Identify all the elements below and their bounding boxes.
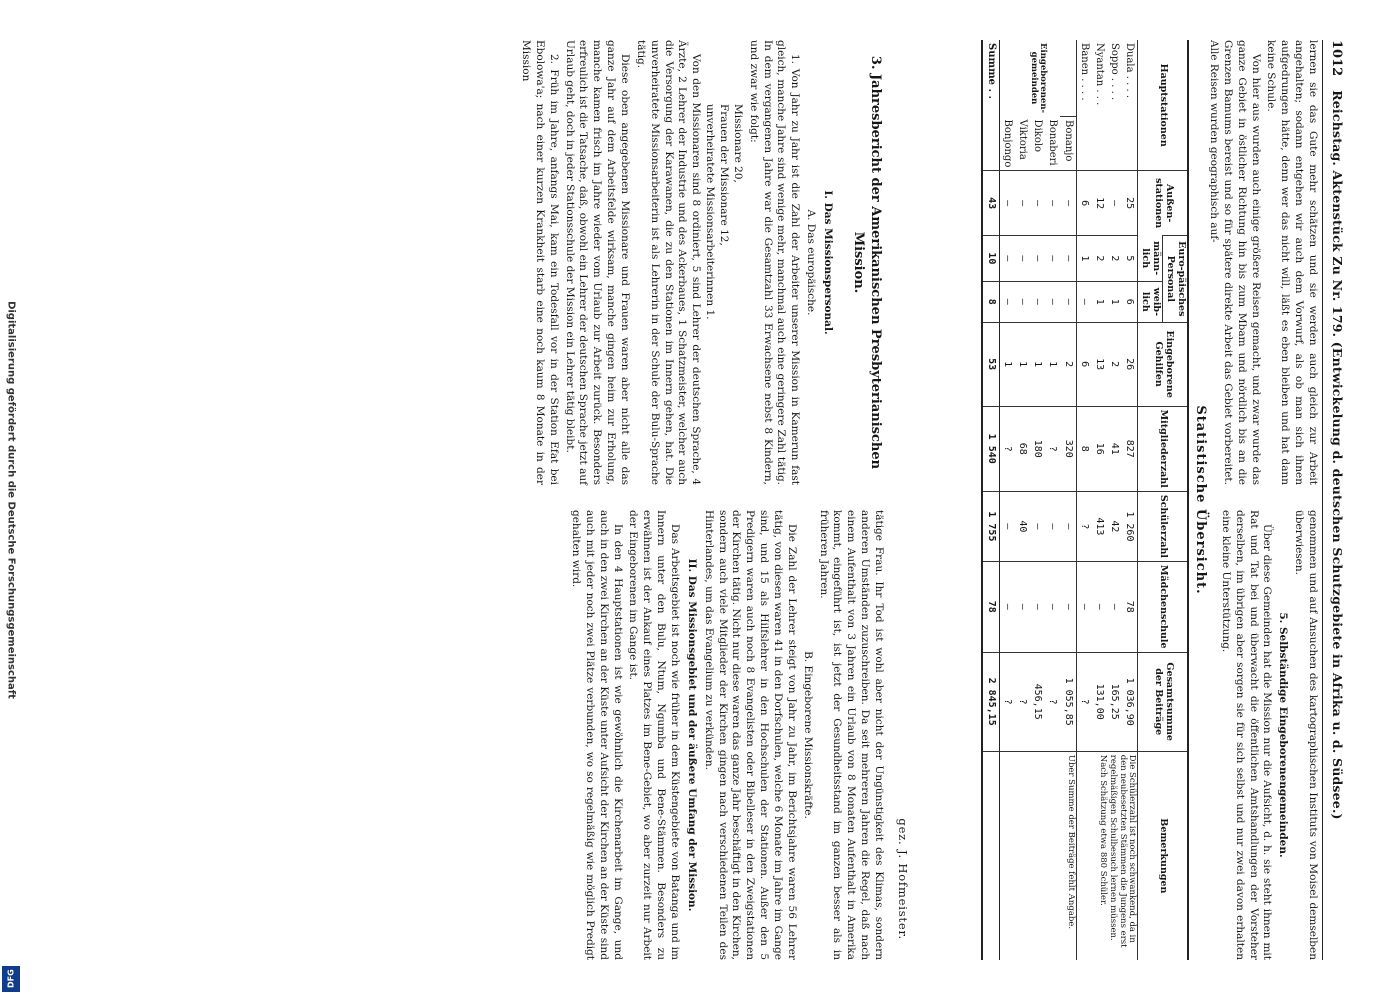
cell-beitr: ? xyxy=(1015,652,1030,751)
dfg-logo: DFG xyxy=(2,966,20,992)
cell-m: — xyxy=(1060,235,1076,281)
cell-maed: — xyxy=(1030,562,1045,653)
col-header-maennlich: männ-lich xyxy=(1138,235,1163,281)
cell-mitgl: 41 xyxy=(1107,406,1122,491)
cell-schuel: — xyxy=(1060,491,1076,561)
statistics-table xyxy=(981,40,1189,960)
cell-aussen: 43 xyxy=(982,171,999,236)
document-page xyxy=(65,20,1355,980)
cell-aussen: 6 xyxy=(1076,171,1092,236)
section-heading: 5. Selbständige Eingeborenengemeinden. xyxy=(1277,612,1290,858)
cell-beitr: ? xyxy=(1045,652,1060,751)
paragraph: In den 4 Hauptstationen ist wie gewöhnlich die Kirchenarbeit im Gange, und auch in den zwei Kirchen an der Küste unter Aufsicht der Kirchen an der Küste sind auch mit jeder noch zwei Plätze verbunden, wo so regelmäßig wie möglich Predigt gehalten wird. xyxy=(569,510,624,960)
paragraph: tätige Frau. Ihr Tod ist wohl aber nicht der Ungünstigkeit des Klimas, sondern anderen Umständen zuzuschreiben. Da seit mehreren Jahren die Regel, daß nach einem Aufenthalt von 3 Jahren ein Urlaub von 8 Monaten Aufenthalt in Amerika kommt, eingeführt ist, ist jetzt der Gesundheitsstand im ganzen besser als in früheren Jahren. xyxy=(817,510,885,960)
cell-note-empty xyxy=(982,751,999,960)
cell-m: 1 xyxy=(1076,235,1092,281)
cell-schuel: — xyxy=(999,491,1015,561)
cell-w: — xyxy=(1030,281,1045,322)
paragraph: Das Arbeitsgebiet ist noch wie früher in dem Küstengebiete von Batanga und im Innern unter den Bulu, Ntum, Ngumba und Bene-Stämmen. Besonders zu erwähnen ist der Ankauf eines Platzes im Bene-Gebiet, wo aber zurzeit nur Arbeit der Eingeborenen im Gange ist. xyxy=(627,510,681,960)
cell-name: Dikolo xyxy=(1032,119,1044,153)
cell-aussen: — xyxy=(1107,171,1122,236)
cell-maed: — xyxy=(1060,562,1076,653)
cell-name: Soppo . . . . xyxy=(1109,43,1121,101)
cell-schuel: 413 xyxy=(1092,491,1107,561)
page-number: 1012 xyxy=(1329,40,1344,77)
cell-mitgl: ? xyxy=(999,406,1015,491)
cell-mitgl: 68 xyxy=(1015,406,1030,491)
cell-mitgl: 320 xyxy=(1060,406,1076,491)
col-header-gehilfen: Eingeborene Gehilfen xyxy=(1138,322,1188,406)
cell-schuel: ? xyxy=(1076,491,1092,561)
col-header-mitglieder: Mitgliederzahl xyxy=(1138,406,1188,491)
cell-aussen: — xyxy=(1015,171,1030,236)
col-header-maedchen: Mädchenschule xyxy=(1138,562,1188,653)
cell-w: — xyxy=(1076,281,1092,322)
list-item: Missionare 20, xyxy=(731,104,744,183)
top-left-column xyxy=(1204,40,1319,485)
section-heading: 3. Jahresbericht der Amerikanischen Presbyterianischen Mission. xyxy=(851,55,883,470)
col-header-bemerkungen: Bemerkungen xyxy=(1138,751,1188,960)
cell-maed: — xyxy=(1076,562,1092,653)
cell-beitr: ? xyxy=(999,652,1015,751)
paragraph: genommen und auf Ansuchen des kartographischen Instituts von Moisel demselben überwiesen. xyxy=(1293,510,1319,960)
table-row xyxy=(1060,40,1076,960)
paragraph: Diese oben angegebenen Missionare und Frauen waren aber nicht alle das ganze Jahr auf dem Arbeitsfelde wirksam, manche gingen heim zur Erholung, manche kamen frisch im Jahre wieder vom Urlaub zur Arbeit zurück. Besonders erfreulich ist die Tatsache, daß, obwohl ein Lehrer der deutschen Sprache jetzt auf Urlaub geht, doch in jeder Stationsschule der Mission ein Lehrer tätig bleibt. xyxy=(563,40,631,485)
cell-geh: 1 xyxy=(1045,322,1060,406)
running-head xyxy=(1322,40,1345,960)
cell-schuel: 40 xyxy=(1015,491,1030,561)
cell-beitr: 165,25 xyxy=(1107,652,1122,751)
cell-mitgl: 180 xyxy=(1030,406,1045,491)
cell-m: — xyxy=(999,235,1015,281)
paragraph: Von den Missionaren sind 8 ordiniert, 5 sind Lehrer der deutschen Sprache, 4 Ärzte, 2 Lehrer der Industrie und des Ackerbaues, 1 Schatzmeister, welcher auch die Versorgung der Karawanen, die zu den Stationen im Innern gehen, hat. Die unverheiratete Missionsarbeiterin ist als Lehrerin in der Schule der Bulu-Sprache tätig. xyxy=(634,40,703,485)
cell-name: Banen . . . . xyxy=(1078,43,1090,101)
list-item: unverheiratete Missionsarbeiterinnen 1. xyxy=(704,104,717,320)
cell-w: — xyxy=(1060,281,1076,322)
cell-w: 1 xyxy=(1092,281,1107,322)
cell-geh: 2 xyxy=(1060,322,1076,406)
page-viewport xyxy=(40,0,1380,1000)
cell-w: 6 xyxy=(1122,281,1138,322)
side-strip xyxy=(0,0,22,1000)
col-header-schueler: Schülerzahl xyxy=(1138,491,1188,561)
col-header-hauptstationen: Hauptstationen xyxy=(1138,40,1188,171)
cell-geh: 13 xyxy=(1092,322,1107,406)
cell-name: Bonanjo xyxy=(1060,117,1076,171)
cell-m: 2 xyxy=(1092,235,1107,281)
cell-mitgl: 827 xyxy=(1122,406,1138,491)
cell-maed: — xyxy=(1015,562,1030,653)
paragraph: 2. Früh im Jahre, anfangs Mai, kam ein Todesfall vor in der Station Efat bei Ebolowa'a; nach einer kurzen Krankheit starb eine noch kaum 8 Monate in der Mission xyxy=(519,40,560,485)
cell-beitr: ? xyxy=(1076,652,1092,751)
cell-name: Duala . . . . xyxy=(1124,43,1136,99)
cell-geh: 1 xyxy=(1030,322,1045,406)
top-right-column xyxy=(1216,510,1319,960)
cell-maed: — xyxy=(1092,562,1107,653)
cell-geh: 26 xyxy=(1122,322,1138,406)
cell-maed: — xyxy=(1045,562,1060,653)
cell-w: — xyxy=(1015,281,1030,322)
cell-w: 1 xyxy=(1107,281,1122,322)
paragraph: Von hier aus wurden auch einige größere Reisen gemacht, und zwar wurde das ganze Gebiet in östlicher Richtung hin bis zum Mbam und nördlich bis an die Grenzen Bamums bereist und so für spätere direkte Arbeit das Gebiet vorbereitet. Alle Reisen wurden geographisch auf- xyxy=(1207,40,1262,485)
cell-maed: — xyxy=(999,562,1015,653)
signature: gez. J. Hofmeister. xyxy=(896,818,910,940)
page-header-title: Reichstag. Aktenstück Zu Nr. 179. (Entwickelung d. deutschen Schutzgebiete in Afrika u. d. Südsee.) xyxy=(1330,90,1345,820)
col-header-beitraege: Gesamtsumme der Beiträge xyxy=(1138,652,1188,751)
cell-m: — xyxy=(1045,235,1060,281)
cell-m: — xyxy=(1030,235,1045,281)
subheading: A. Das europäische. xyxy=(805,209,818,316)
cell-beitr: 1 036,90 xyxy=(1122,652,1138,751)
statistics-title: Statistische Übersicht. xyxy=(1193,405,1208,595)
cell-name: Bonjongo xyxy=(1001,119,1013,168)
col-header-aussenstationen: Außen-stationen xyxy=(1138,171,1188,236)
cell-w: — xyxy=(999,281,1015,322)
list-item: Frauen der Missionare 12, xyxy=(717,104,730,246)
cell-schuel: — xyxy=(1045,491,1060,561)
cell-schuel: 1 755 xyxy=(982,491,999,561)
cell-name: Bonaberi xyxy=(1047,119,1059,166)
group-label: Eingeborenen-gemeinden xyxy=(999,40,1076,117)
cell-schuel: 42 xyxy=(1107,491,1122,561)
cell-aussen: 12 xyxy=(1092,171,1107,236)
cell-name: Viktoria xyxy=(1017,119,1028,160)
cell-w: — xyxy=(1045,281,1060,322)
cell-geh: 6 xyxy=(1076,322,1092,406)
cell-mitgl: 16 xyxy=(1092,406,1107,491)
cell-name: Nyantan . . . xyxy=(1093,43,1105,106)
cell-aussen: — xyxy=(1060,171,1076,236)
cell-geh: 53 xyxy=(982,322,999,406)
cell-aussen: 25 xyxy=(1122,171,1138,236)
cell-aussen: — xyxy=(1045,171,1060,236)
cell-geh: 1 xyxy=(999,322,1015,406)
table-sum-row xyxy=(982,40,999,960)
bottom-left-column xyxy=(516,40,837,485)
subheading: II. Das Missionsgebiet und der äußere Umfang der Mission. xyxy=(685,558,698,912)
funding-notice: Digitalisierung gefördert durch die Deutsche Forschungsgemeinschaft xyxy=(5,301,17,699)
paragraph: Über diese Gemeinden hat die Mission nur die Aufsicht, d. h. sie steht ihnen mit Rat und Tat bei und überwacht die öffentlichen Amtshandlungen der Vorsteher derselben, im übrigen aber sorgen sie für sich selbst und nur zwei davon erhalten eine kleine Unterstützung. xyxy=(1219,510,1274,960)
cell-schuel: — xyxy=(1030,491,1045,561)
cell-maed: 78 xyxy=(1122,562,1138,653)
paragraph: Die Zahl der Lehrer steigt von Jahr zu Jahr, im Berichtsjahre waren 56 Lehrer tätig, von diesen waren 41 in den Dorfschulen, welche 6 Monate im Jahre im Gange sind, und 15 als Hilfslehrer in den Hochschulen der Stationen. Außer den 5 Predigern waren auch noch 8 Evangelisten oder Bibelleser in den Zweigstationen der Kirchen tätig. Nicht nur diese waren das ganze Jahr beschäftigt in den Kirchen, sondern auch viele Mitglieder der Kirchen gingen nach verschiedenen Teilen des Hinterlandes, um das Evangelium zu verkünden. xyxy=(702,510,798,960)
cell-w: 8 xyxy=(982,281,999,322)
cell-beitr: 2 845,15 xyxy=(982,652,999,751)
cell-mitgl: 8 xyxy=(1076,406,1092,491)
cell-beitr: 456,15 xyxy=(1030,652,1045,751)
table-row xyxy=(1122,40,1138,960)
cell-aussen: — xyxy=(999,171,1015,236)
subheading: I. Das Missionspersonal. xyxy=(822,190,834,335)
cell-mitgl: 1 540 xyxy=(982,406,999,491)
cell-beitr: 131,00 xyxy=(1092,652,1107,751)
cell-name: Summe . . xyxy=(982,40,999,171)
cell-geh: 2 xyxy=(1107,322,1122,406)
col-header-weiblich: weib-lich xyxy=(1138,281,1163,322)
cell-m: — xyxy=(1015,235,1030,281)
cell-geh: 1 xyxy=(1015,322,1030,406)
cell-schuel: 1 260 xyxy=(1122,491,1138,561)
cell-m: 2 xyxy=(1107,235,1122,281)
cell-note: Die Schülerzahl ist noch schwankend, da in den neubesetzten Stämmen die Jungens erst regelmäßigen Schulbesuch lernen müssen. Nach Schätzung etwa 880 Schüler. xyxy=(1076,751,1138,960)
paragraph: 1. Von Jahr zu Jahr ist die Zahl der Arbeiter unserer Mission in Kamerun fast gleich, manche Jahre sind wenige mehr, manchmal auch eine geringere Zahl tätig. In dem vergangenen Jahre war die Gesamtzahl 33 Erwachsene nebst 8 Kindern, und zwar wie folgt: xyxy=(747,40,802,485)
cell-mitgl: ? xyxy=(1045,406,1060,491)
col-header-europ-personal: Euro-päisches Personal xyxy=(1163,235,1188,322)
cell-maed: 78 xyxy=(982,562,999,653)
paragraph: lernen sie das Gute mehr schätzen und sie werden auch gleich zur Arbeit angehalten; sodann entgehen wir auch dem Vorwurf, als ob man sich ihnen aufgedrungen hätte, denn wer das nicht will, läßt es eben bleiben und hat dann keine Schule. xyxy=(1265,40,1319,485)
cell-beitr: 1 055,85 xyxy=(1060,652,1076,751)
bottom-right-column xyxy=(566,510,885,960)
cell-m: 5 xyxy=(1122,235,1138,281)
cell-aussen: — xyxy=(1030,171,1045,236)
cell-note: Über Summe der Beiträge fehlt Angabe. xyxy=(999,751,1076,960)
subheading: B. Eingeborene Missionskräfte. xyxy=(801,651,814,819)
cell-maed: — xyxy=(1107,562,1122,653)
cell-m: 10 xyxy=(982,235,999,281)
